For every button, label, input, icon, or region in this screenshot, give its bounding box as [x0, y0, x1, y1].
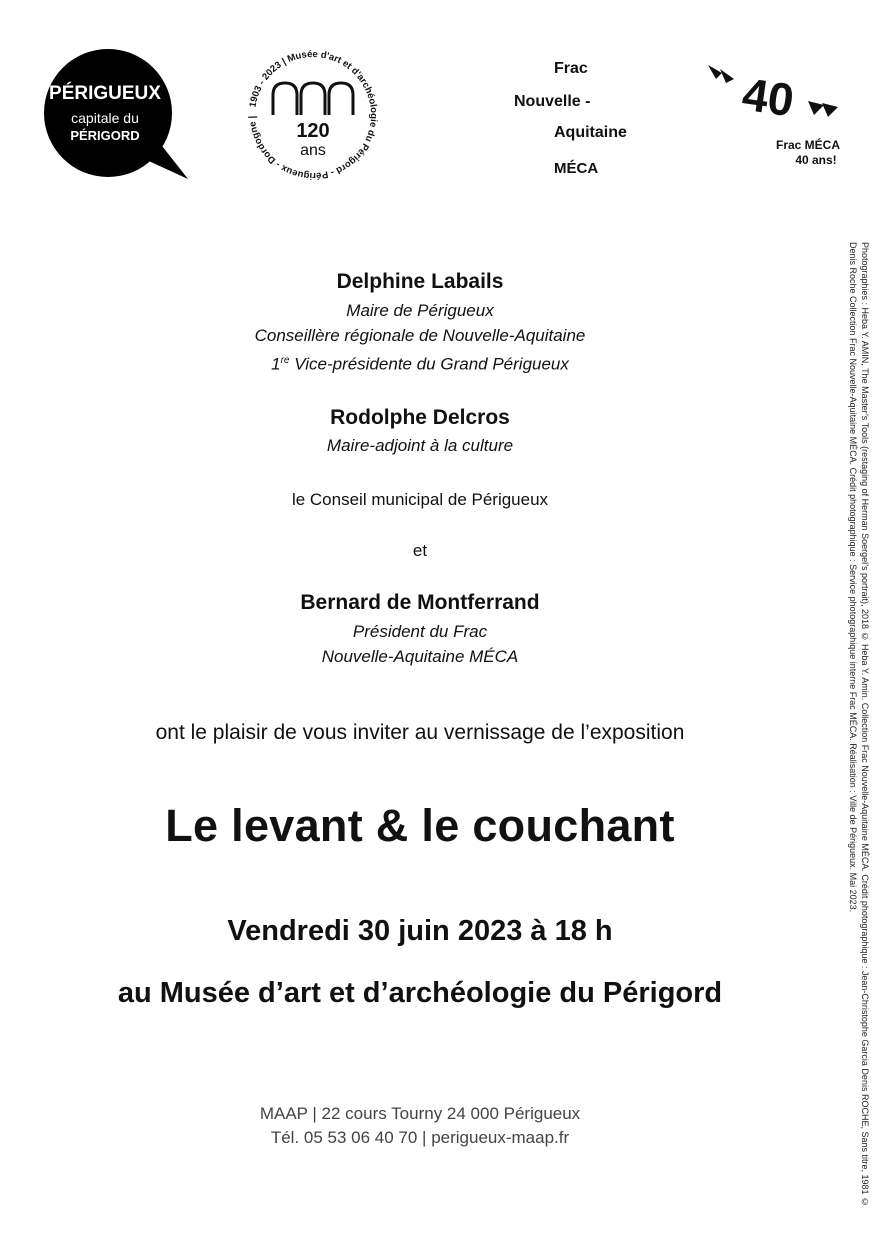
frac-logo-line2: Nouvelle -	[514, 93, 591, 110]
svg-text:1903 - 2023 | Musée d'art et d	[247, 49, 379, 181]
venue-line: au Musée d’art et d’archéologie du Périgord	[117, 977, 723, 1009]
exhibition-title: Le levant & le couchant	[165, 800, 675, 851]
host-1-role-2: Conseillère régionale de Nouvelle-Aquitaine	[254, 326, 586, 345]
photo-credits: Photographies : Heba Y. AMIN, The Master’s Tools (restaging of Herman Soergel’s portrait), 2018 © Heba Y. Amin. Collection Frac Nouvelle-Aquitaine MÉCA. Crédit photographique : Jean-Christophe Garcia Denis ROCHE, Sans titre, 1981 © Denis Roche Collection Frac Nouvelle-Aquitaine MÉCA. Crédit photographique : Service photographique interne Frac MÉCA. Réalisation : Ville de Périgueux. Mai 2023.	[848, 242, 870, 1207]
frac-logo-line3: Aquitaine	[554, 124, 627, 141]
frac-logo	[512, 60, 662, 180]
perigueux-logo-line3: PÉRIGORD	[70, 128, 140, 143]
date-line: Vendredi 30 juin 2023 à 18 h	[227, 915, 613, 947]
frac-40-line1: Frac MÉCA	[775, 138, 841, 152]
host-2-name: Rodolphe Delcros	[330, 406, 510, 429]
perigueux-logo-line1: PÉRIGUEUX	[49, 83, 161, 104]
host-3-role-2: Nouvelle-Aquitaine MÉCA	[321, 647, 519, 666]
perigueux-logo-line2: capitale du	[71, 110, 139, 126]
musee-unit: ans	[300, 142, 326, 159]
footer-contact: Tél. 05 53 06 40 70 | perigueux-maap.fr	[270, 1128, 570, 1147]
perigueux-logo	[40, 47, 190, 182]
host-1-role-3	[0, 348, 840, 377]
frac-logo-line4: MÉCA	[554, 160, 599, 177]
host-2-role-1: Maire-adjoint à la culture	[326, 436, 514, 455]
frac-meca-40-logo	[708, 63, 843, 173]
musee-120-ans-logo	[243, 45, 383, 185]
musee-number: 120	[296, 120, 330, 142]
invite-line: ont le plaisir de vous inviter au vernissage de l’exposition	[155, 721, 685, 744]
host-3-name: Bernard de Montferrand	[300, 591, 540, 614]
host-1-name: Delphine Labails	[336, 270, 504, 293]
host-1-role-1: Maire de Périgueux	[346, 301, 494, 320]
frac-40-line2: 40 ans!	[795, 153, 837, 167]
host-3-role-1: Président du Frac	[352, 622, 488, 641]
host-1-role-3-rest: Vice-présidente du Grand Périgueux	[289, 354, 569, 374]
footer-address: MAAP | 22 cours Tourny 24 000 Périgueux	[259, 1104, 581, 1123]
and-line: et	[412, 541, 428, 560]
council-line: le Conseil municipal de Périgueux	[291, 490, 549, 509]
frac-logo-line1: Frac	[554, 60, 588, 77]
frac-40-number: 40	[739, 67, 798, 127]
musee-ring-text: 1903 - 2023 | Musée d'art et d'archéologie du Périgord - Périgueux - Dordogne |	[246, 48, 380, 182]
host-1-role-3-prefix: 1	[271, 354, 281, 374]
host-1-role-3-sup: re	[280, 355, 290, 366]
